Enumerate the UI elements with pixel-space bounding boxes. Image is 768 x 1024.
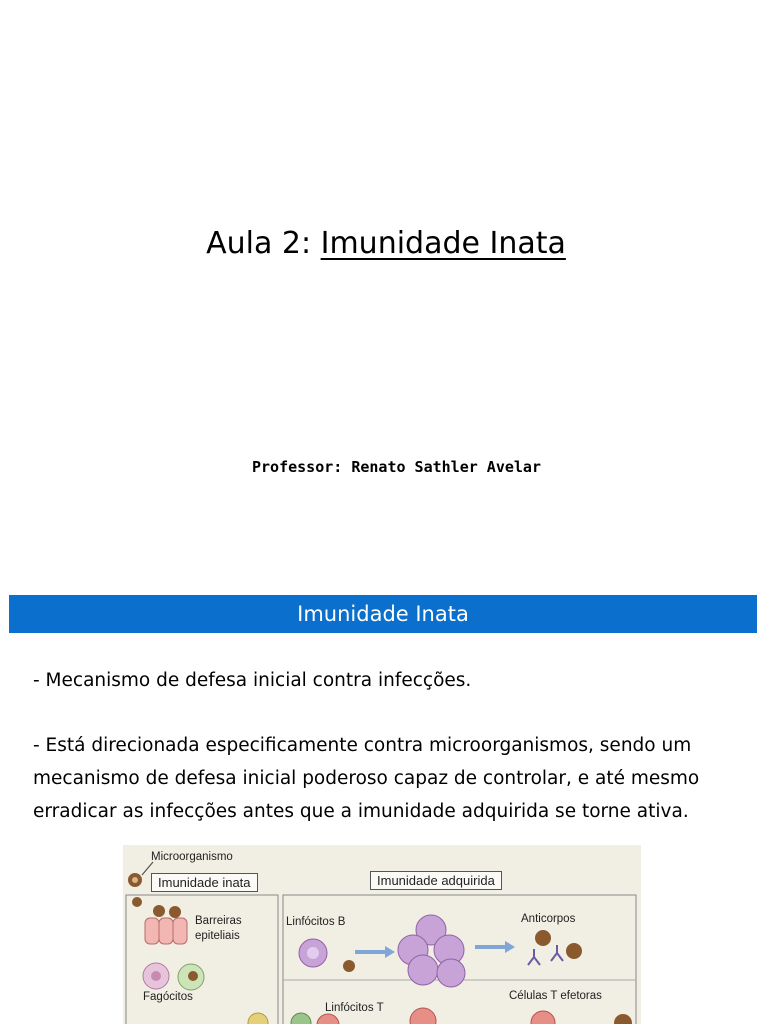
title-topic: Imunidade Inata	[320, 226, 566, 261]
microorganismo-label: Microorganismo	[151, 851, 233, 863]
b-cell-cluster-icon	[398, 915, 465, 987]
immunity-figure	[123, 845, 641, 1024]
section-header: Imunidade Inata	[9, 595, 757, 633]
linfocitos-t-label: Linfócitos T	[325, 1002, 384, 1014]
arrow-icon	[355, 946, 395, 958]
innate-immunity-box: Imunidade inata	[151, 873, 258, 892]
paragraph-2: - Está direcionada especificamente contra microorganismos, sendo um mecanismo de defesa inicial poderoso capaz de controlar, e até mesmo erradicar as infecções antes que a imunidade adquirida se torne ativa.	[33, 735, 700, 822]
celulas-t-label: Células T efetoras	[509, 990, 602, 1002]
anticorpos-label: Anticorpos	[521, 913, 576, 925]
epiteliais-label: epiteliais	[195, 930, 240, 942]
fagocitos-label: Fagócitos	[143, 991, 193, 1003]
professor-name: Professor: Renato Sathler Avelar	[252, 458, 541, 476]
phagocyte-icon	[143, 963, 204, 990]
paragraph-1: - Mecanismo de defesa inicial contra infecções.	[33, 670, 472, 691]
barreiras-label: Barreiras	[195, 915, 242, 927]
microbe-icon	[128, 862, 153, 887]
arrow-icon	[475, 941, 515, 953]
title-prefix: Aula 2:	[206, 226, 321, 261]
antibody-icon	[528, 930, 582, 965]
slide-title	[0, 222, 768, 266]
adaptive-immunity-box: Imunidade adquirida	[370, 871, 502, 890]
innate-t-row-icon	[248, 1013, 268, 1024]
epithelial-barrier-icon	[132, 897, 187, 944]
linfocitos-b-label: Linfócitos B	[286, 916, 346, 928]
b-cell-icon	[299, 939, 355, 972]
